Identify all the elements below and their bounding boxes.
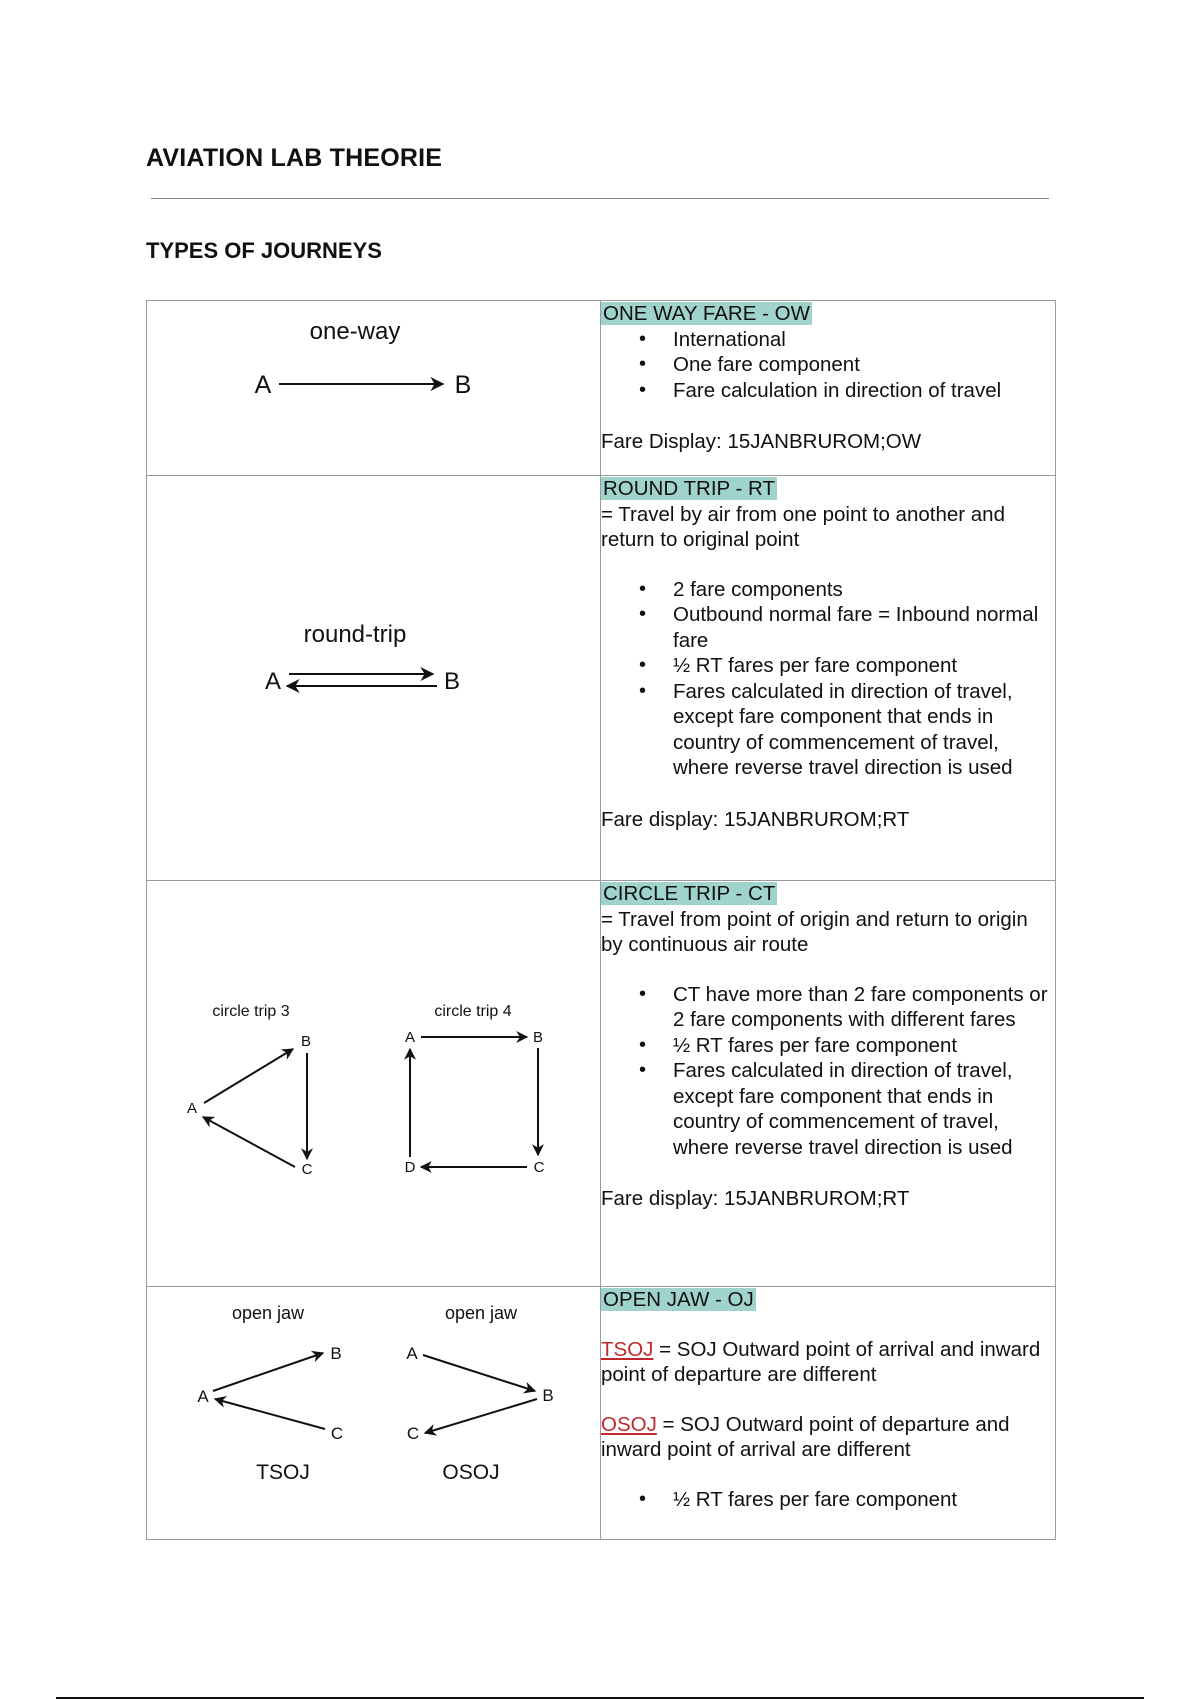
round-trip-heading: ROUND TRIP - RT: [603, 477, 775, 500]
arrow-a-to-b: [204, 1049, 293, 1103]
point-c-label: C: [533, 1159, 545, 1176]
list-item: • Fares calculated in direction of travel, except fare component that ends in country of commencement of travel, where reverse travel direction is used: [673, 679, 1055, 781]
one-way-heading: ONE WAY FARE - OW: [603, 302, 810, 325]
point-a-label: A: [406, 1344, 418, 1363]
point-c-label: C: [301, 1161, 313, 1178]
circle-trip-3-label: circle trip 3: [212, 1003, 290, 1020]
arrow-b-to-c: [425, 1399, 537, 1433]
one-way-label: one-way: [309, 318, 401, 345]
list-item: • ½ RT fares per fare component: [673, 1033, 1055, 1059]
list-item: • ½ RT fares per fare component: [673, 1487, 1055, 1513]
point-a-label: A: [186, 1100, 198, 1117]
one-way-fare-display: Fare Display: 15JANBRUROM;OW: [601, 430, 922, 453]
open-jaw-diagram: [147, 1287, 600, 1539]
round-trip-label: round-trip: [303, 621, 407, 648]
point-b-label: B: [443, 668, 461, 695]
circle-trip-heading: CIRCLE TRIP - CT: [603, 882, 776, 905]
title-divider: [151, 198, 1049, 199]
list-item: • 2 fare components: [673, 577, 1055, 603]
round-trip-bullets: [601, 577, 1055, 781]
list-item: • Fare calculation in direction of travel: [673, 378, 1055, 404]
circle-trip-bullets: [601, 982, 1055, 1161]
one-way-diagram-cell: [147, 301, 601, 476]
arrow-c-to-a: [203, 1117, 295, 1167]
journey-types-table: [146, 300, 1056, 1540]
list-item: • International: [673, 327, 1055, 353]
osoj-term: OSOJ: [601, 1412, 657, 1436]
osoj-text: = SOJ Outward point of departure and inward point of arrival are different: [601, 1412, 1010, 1461]
one-way-text-cell: [601, 301, 1056, 476]
table-row-round-trip: [147, 476, 1056, 881]
point-a-label: A: [197, 1387, 209, 1406]
list-item: • One fare component: [673, 352, 1055, 378]
open-jaw-label-2: open jaw: [444, 1303, 518, 1323]
page-bottom-divider: [56, 1697, 1144, 1699]
point-a-label: A: [404, 1029, 416, 1046]
point-b-label: B: [542, 1386, 554, 1405]
one-way-diagram: [147, 301, 600, 475]
open-jaw-text-cell: [601, 1287, 1056, 1540]
open-jaw-bullets: [601, 1487, 1055, 1513]
point-c-label: C: [406, 1424, 420, 1443]
tsoj-text: = SOJ Outward point of arrival and inward point of departure are different: [601, 1337, 1041, 1386]
tsoj-term: TSOJ: [601, 1337, 654, 1361]
circle-trip-fare-display: Fare display: 15JANBRUROM;RT: [601, 1187, 910, 1210]
circle-trip-4-label: circle trip 4: [434, 1003, 512, 1020]
point-b-label: B: [454, 371, 472, 399]
point-c-label: C: [330, 1424, 344, 1443]
open-jaw-label-1: open jaw: [231, 1303, 305, 1323]
list-item: • ½ RT fares per fare component: [673, 653, 1055, 679]
round-trip-text-cell: [601, 476, 1056, 881]
circle-trip-definition: = Travel from point of origin and return to origin by continuous air route: [601, 907, 1028, 956]
tsoj-definition: [601, 1337, 1055, 1388]
table-row-circle-trip: [147, 881, 1056, 1287]
one-way-bullets: [601, 327, 1055, 404]
open-jaw-diagram-cell: [147, 1287, 601, 1540]
document-title: AVIATION LAB THEORIE: [146, 144, 443, 172]
list-item: • CT have more than 2 fare components or 2 fare components with different fares: [673, 982, 1055, 1033]
arrow-a-to-b: [213, 1353, 323, 1391]
point-d-label: D: [404, 1159, 416, 1176]
table-row-open-jaw: [147, 1287, 1056, 1540]
list-item: • Fares calculated in direction of travel, except fare component that ends in country of commencement of travel, where reverse travel direction is used: [673, 1058, 1055, 1160]
round-trip-definition: = Travel by air from one point to another and return to original point: [601, 502, 1005, 551]
round-trip-diagram-cell: [147, 476, 601, 881]
round-trip-fare-display: Fare display: 15JANBRUROM;RT: [601, 807, 910, 831]
arrow-a-to-b: [423, 1355, 535, 1391]
arrow-c-to-a: [215, 1399, 325, 1429]
circle-trip-diagram-cell: [147, 881, 601, 1287]
osoj-caption: OSOJ: [442, 1461, 500, 1484]
point-a-label: A: [264, 668, 282, 695]
circle-trip-diagram: [147, 881, 600, 1286]
table-row-one-way: [147, 301, 1056, 476]
point-b-label: B: [300, 1033, 312, 1050]
circle-trip-text-cell: [601, 881, 1056, 1287]
osoj-definition: [601, 1412, 1055, 1463]
point-b-label: B: [330, 1344, 342, 1363]
tsoj-caption: TSOJ: [256, 1461, 310, 1484]
round-trip-diagram: [147, 476, 600, 880]
list-item: • Outbound normal fare = Inbound normal fare: [673, 602, 1055, 653]
open-jaw-heading: OPEN JAW - OJ: [603, 1288, 754, 1311]
point-b-label: B: [532, 1029, 544, 1046]
section-title: TYPES OF JOURNEYS: [146, 238, 382, 263]
point-a-label: A: [254, 371, 272, 399]
